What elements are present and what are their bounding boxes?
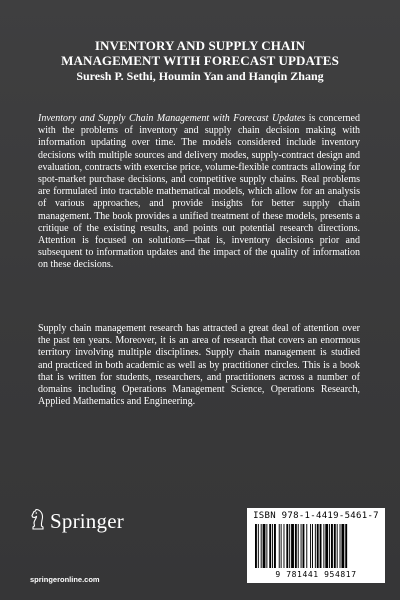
barcode-bar xyxy=(269,524,271,568)
barcode-bar xyxy=(261,524,262,568)
barcode-bar xyxy=(345,524,347,568)
publisher-website: springeronline.com xyxy=(30,575,100,584)
description-paragraph-1-text: is concerned with the problems of inventory and supply chain decision making with information updating over time. The models considered include inventory decisions with multiple sources and delivery modes, supply-contract design and evaluation, contracts with exercise price, volume-flexible contracts allowing for spot-market purchase decisions, and competitive supply chains. Real problems are formulated into tractable mathematical models, which allow for an analysis of various approaches, and provide insights for better supply chain management. The book provides a unified treatment of these models, presents a critique of the existing results, and points out potential research directions. Attention is focused on solutions—that is, inventory decisions prior and subsequent to information updates and the impact of the quality of information on these decisions. xyxy=(38,113,360,271)
barcode-bar xyxy=(331,524,333,568)
barcode-bar xyxy=(279,524,280,568)
barcode-bar xyxy=(341,524,344,568)
barcode-bar xyxy=(337,524,338,568)
chess-knight-icon xyxy=(30,508,46,535)
barcode-bar xyxy=(303,524,305,568)
barcode-bar xyxy=(312,524,313,568)
barcode-bar xyxy=(281,524,282,568)
barcode-bar xyxy=(323,524,324,568)
barcode-bar xyxy=(295,524,297,568)
description-paragraph-2: Supply chain management research has attracted a great deal of attention over the past ten years. Moreover, it is an area of research that covers an enormous territory involving multiple disciplines. Supply chain management is studied and practiced in both academic as well as by practitioner circles. This is a book that is written for students, researchers, and practitioners across a number of domains including Operations Management Science, Operations Research, Applied Mathematics and Engineering. xyxy=(38,323,360,408)
barcode-bar xyxy=(329,524,330,568)
barcode-bar xyxy=(340,524,341,568)
barcode-bar xyxy=(272,524,273,568)
barcode-number: 9 781441 954817 xyxy=(275,570,357,579)
description-paragraph-1 xyxy=(38,113,360,272)
barcode-bar xyxy=(255,524,257,568)
authors: Suresh P. Sethi, Houmin Yan and Hanqin Zhang xyxy=(76,69,324,83)
barcode-bars xyxy=(255,524,377,568)
barcode-bar xyxy=(274,524,276,568)
book-title-line-1: INVENTORY AND SUPPLY CHAIN xyxy=(94,38,306,53)
barcode-bar xyxy=(325,524,328,568)
italic-book-title: Inventory and Supply Chain Management with Forecast Updates xyxy=(38,113,306,124)
isbn-label: ISBN 978-1-4419-5461-7 xyxy=(253,511,379,521)
barcode-bar xyxy=(284,524,285,568)
barcode-bar xyxy=(298,524,299,568)
barcode-bar xyxy=(286,524,288,568)
book-title-line-2: MANAGEMENT WITH FORECAST UPDATES xyxy=(61,53,339,68)
barcode-bar xyxy=(258,524,259,568)
isbn-barcode-box xyxy=(247,508,385,583)
barcode-bar xyxy=(266,524,267,568)
springer-logo xyxy=(30,509,124,533)
barcode-bar xyxy=(291,524,294,568)
barcode-bar xyxy=(263,524,266,568)
barcode-bar xyxy=(289,524,290,568)
barcode-bar xyxy=(317,524,319,568)
barcode-bar xyxy=(315,524,316,568)
barcode-bar xyxy=(301,524,302,568)
publisher-name: Springer xyxy=(50,508,124,533)
barcode-bar xyxy=(310,524,311,568)
barcode-bar xyxy=(334,524,336,568)
barcode-bar xyxy=(306,524,307,568)
barcode-bar xyxy=(320,524,322,568)
